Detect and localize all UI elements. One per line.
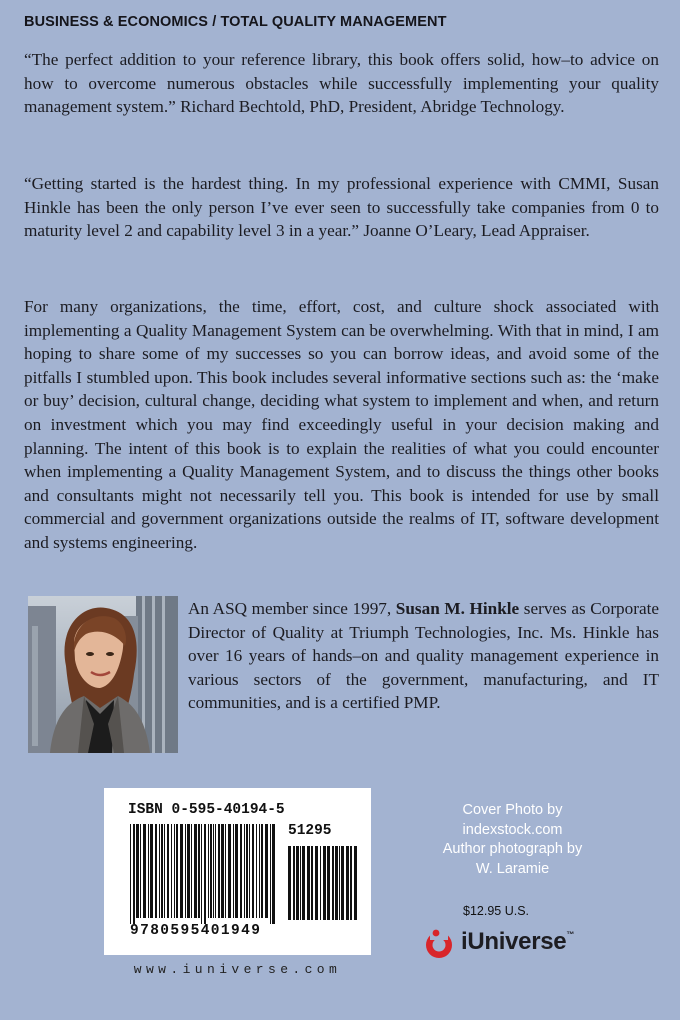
- barcode-bar: [235, 824, 238, 918]
- trademark-symbol: ™: [566, 930, 575, 939]
- barcode-bar: [218, 824, 220, 918]
- credit-line: Cover Photo by: [462, 802, 563, 818]
- barcode-bar: [350, 846, 352, 920]
- barcode-bar: [339, 846, 340, 920]
- barcode-bar: [332, 846, 334, 920]
- barcode-bar: [210, 824, 212, 918]
- author-bio-suffix: serves as Corporate Director of Quality at Triumph Technologies, Inc. Ms. Hinkle has over 16 years of hands–on and quality management experience in various sectors of the government, manufacturing, and IT communities, and is a certified PMP.: [188, 599, 659, 713]
- barcode-bar: [204, 824, 206, 924]
- barcode-bar: [335, 846, 338, 920]
- book-price: $12.95 U.S.: [463, 904, 530, 918]
- barcode-bar: [272, 824, 275, 924]
- barcode-bar: [208, 824, 209, 918]
- iuniverse-logo-icon: [424, 927, 458, 959]
- barcode-bar: [265, 824, 268, 918]
- barcode-bar: [174, 824, 175, 918]
- barcode-bar: [246, 824, 248, 918]
- barcode-bar: [143, 824, 146, 918]
- credit-line: W. Laramie: [475, 860, 550, 877]
- barcode-bar: [256, 824, 257, 918]
- barcode-bar: [140, 824, 141, 918]
- barcode-bar: [148, 824, 149, 918]
- barcode-bar: [191, 824, 192, 918]
- barcode-bar: [221, 824, 224, 918]
- barcode-bar: [225, 824, 226, 918]
- credit-line: indexstock.com: [462, 821, 563, 838]
- barcode-bar: [201, 824, 202, 924]
- barcode-bar: [133, 824, 135, 924]
- barcode-bar: [302, 846, 305, 920]
- barcode-bar: [180, 824, 183, 918]
- barcode-bar: [341, 846, 344, 920]
- barcode-bar: [198, 824, 200, 918]
- barcode-bar: [171, 824, 172, 918]
- endorsement-quote-1: “The perfect addition to your reference library, this book offers solid, how–to advice on how to overcome numerous obstacles while successfully implementing your quality management system.” Richard Bechtold, PhD, President, Abridge Technology.: [24, 50, 659, 117]
- ean-digits: 9780595401949: [130, 923, 262, 939]
- barcode-bar: [323, 846, 326, 920]
- author-bio: [188, 597, 659, 715]
- author-name: Susan M. Hinkle: [395, 599, 520, 618]
- price-code: 51295: [288, 823, 332, 839]
- barcode-bar: [215, 824, 216, 918]
- isbn-barcode: [104, 788, 371, 955]
- barcode-bar: [167, 824, 169, 918]
- barcode-bar: [270, 824, 271, 924]
- barcode-bar: [240, 824, 242, 918]
- barcode-bar: [187, 824, 190, 918]
- barcode-bar: [296, 846, 299, 920]
- barcode-bar: [130, 824, 131, 924]
- barcode-bar: [233, 824, 234, 918]
- barcode-bar: [161, 824, 163, 918]
- barcode-bar: [311, 846, 313, 920]
- barcode-bar: [136, 824, 139, 918]
- author-bio-prefix: An ASQ member since 1997,: [188, 599, 396, 618]
- barcode-bar: [176, 824, 178, 918]
- book-description: For many organizations, the time, effort, cost, and culture shock associated with implementing a Quality Management System can be overwhelming. With that in mind, I am hoping to share some of my successes so you can borrow ideas, and avoid some of the pitfalls I stumbled upon. This book includes several informative sections such as: the ‘make or buy’ decision, cultural change, deciding what system to implement and when, and return on investment which you may find exceedingly useful in your decision making and planning. The intent of this book is to explain the realities of what you could encounter when implementing a Quality Management System, and to discuss the things other books and consultants might not necessarily tell you. This book is intended for use by small commercial and government organizations outside the realms of IT, software development and systems engineering.: [24, 297, 659, 552]
- publisher-name-text: iUniverse: [461, 928, 567, 955]
- barcode-bar: [315, 846, 318, 920]
- barcode-bar: [213, 824, 214, 918]
- barcode-bar: [228, 824, 231, 918]
- barcode-bar: [327, 846, 330, 920]
- barcode-bar: [307, 846, 310, 920]
- barcode-bar: [244, 824, 245, 918]
- barcode-bar: [150, 824, 153, 918]
- barcode-bar: [320, 846, 321, 920]
- category-label: BUSINESS & ECONOMICS / TOTAL QUALITY MANAGEMENT: [24, 14, 447, 30]
- endorsement-quote-2: “Getting started is the hardest thing. In my professional experience with CMMI, Susan Hinkle has been the only person I’ve ever seen to successfully take companies from 0 to maturity level 2 and capability level 3 in a year.” Joanne O’Leary, Lead Appraiser.: [24, 174, 659, 241]
- barcode-bar: [259, 824, 260, 918]
- barcode-bar: [185, 824, 186, 918]
- author-photo: [28, 596, 178, 753]
- publisher-name: [461, 928, 574, 956]
- credit-line: Author photograph by: [442, 841, 583, 857]
- barcode-bar: [155, 824, 157, 918]
- barcode-bar: [249, 824, 250, 918]
- barcode-bar: [354, 846, 357, 920]
- isbn-text: ISBN 0-595-40194-5: [128, 802, 285, 818]
- barcode-bar: [194, 824, 197, 918]
- barcode-bar: [261, 824, 263, 918]
- publisher-website: www.iuniverse.com: [133, 962, 342, 977]
- barcode-bar: [346, 846, 349, 920]
- barcode-bar: [159, 824, 160, 918]
- barcode-bar: [288, 846, 291, 920]
- barcode-bar: [293, 846, 295, 920]
- barcode-bar: [252, 824, 254, 918]
- barcode-bar: [300, 846, 301, 920]
- photo-credits: [400, 801, 625, 879]
- barcode-bar: [164, 824, 165, 918]
